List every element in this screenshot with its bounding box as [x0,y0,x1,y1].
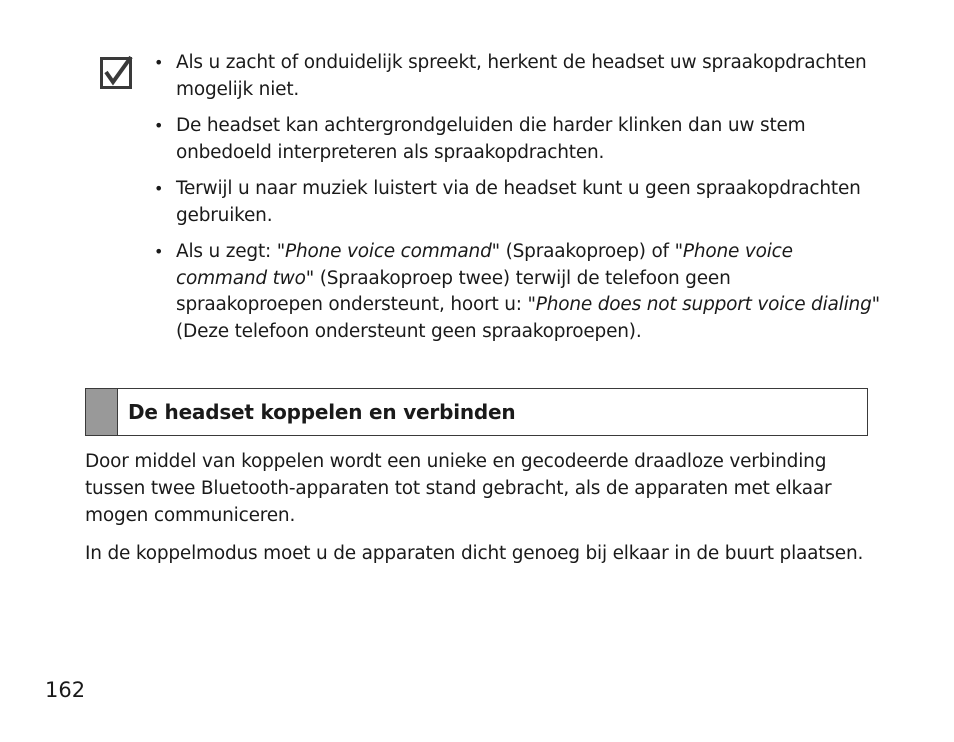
quoted-command: "Phone does not support voice dialing" [527,294,880,315]
body-paragraph: Door middel van koppelen wordt een unieke en gecodeerde draadloze verbinding tussen twee Bluetooth-apparaten tot stand gebracht, als de apparaten met elkaar mogen communiceren. [85,451,832,526]
note-item [150,239,880,345]
bullet-icon: • [154,53,164,72]
note-item [150,176,880,229]
body-paragraph: In de koppelmodus moet u de apparaten dicht genoeg bij elkaar in de buurt plaatsen. [85,543,864,564]
note-text: Als u zegt: [176,241,277,262]
note-text: Als u zacht of onduidelijk spreekt, herkent de headset uw spraakopdrachten mogelijk niet. [176,52,867,100]
page-number: 162 [45,678,86,702]
note-item [150,113,880,166]
bullet-icon: • [154,179,164,198]
note-item [150,50,880,103]
note-text: De headset kan achtergrondgeluiden die harder klinken dan uw stem onbedoeld interpreteren als spraakopdrachten. [176,115,806,163]
note-text: (Spraakoproep twee) terwijl de telefoon geen spraakoproepen ondersteunt, hoort u: [176,267,731,315]
note-text: (Deze telefoon ondersteunt geen spraakoproepen). [176,320,642,342]
checkbox-check-icon [100,55,134,89]
section-header [85,388,868,436]
quoted-command: "Phone voice command two" [176,241,793,289]
bullet-icon: • [154,242,164,261]
section-marker [86,389,118,435]
note-list [150,50,880,355]
bullet-icon: • [154,116,164,135]
quoted-command: "Phone voice command" [276,241,500,262]
note-text: (Spraakoproep) of [499,241,675,262]
note-text: Terwijl u naar muziek luistert via de headset kunt u geen spraakopdrachten gebruiken. [176,178,861,226]
section-title: De headset koppelen en verbinden [128,400,516,424]
